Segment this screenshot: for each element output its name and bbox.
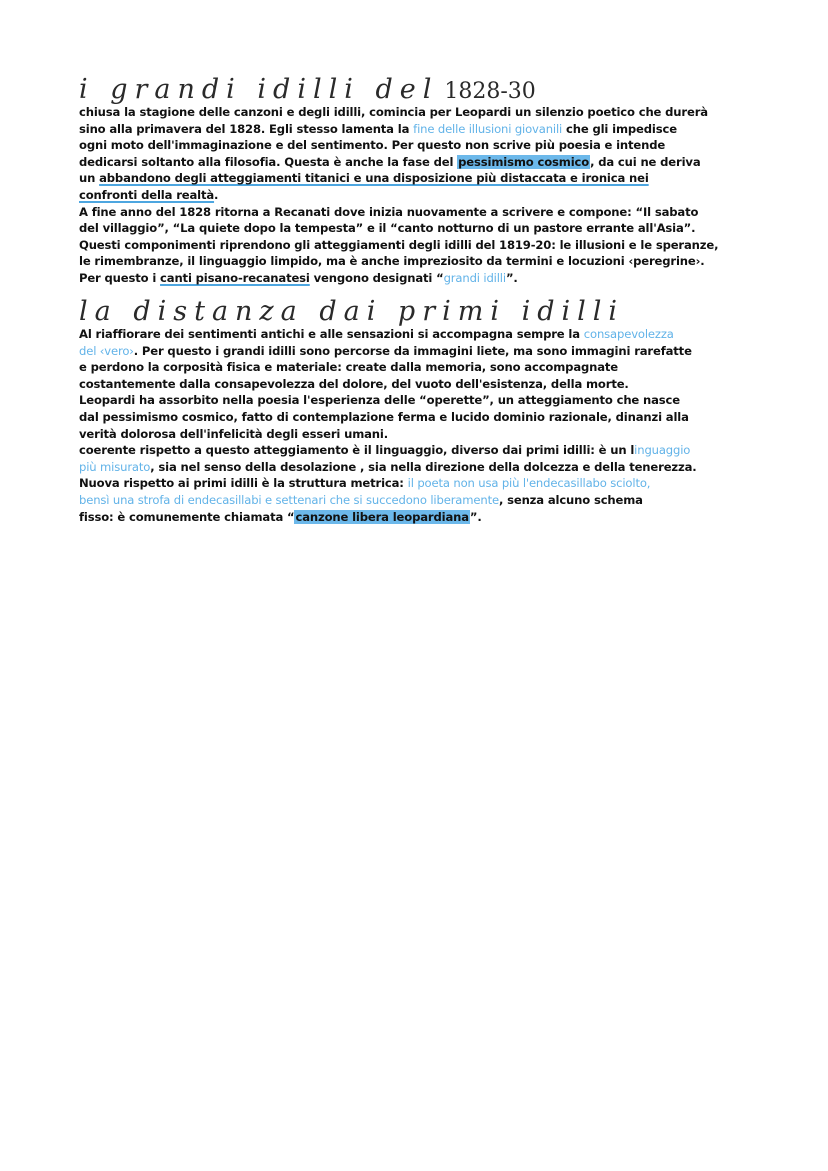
- blue-emphasis-text: consapevolezza: [583, 327, 674, 341]
- text-run: le rimembranze, il linguaggio limpido, ma è anche impreziosito da termini e locuzioni ‹peregrine›.: [79, 254, 705, 269]
- blue-emphasis-text: grandi idilli: [443, 270, 506, 285]
- text-run: costantemente dalla consapevolezza del dolore, del vuoto dell'esistenza, della morte.: [79, 376, 629, 391]
- paragraph: [79, 104, 759, 287]
- highlighted-text: canzone libera leopardiana: [295, 509, 469, 524]
- text-line: [79, 137, 759, 154]
- text-line: [79, 459, 759, 476]
- text-line: [79, 509, 759, 526]
- text-run: , da cui ne deriva: [590, 154, 701, 169]
- text-run: ogni moto dell'immaginazione e del sentimento. Per questo non scrive più poesia e intende: [79, 138, 666, 153]
- text-line: [79, 475, 759, 492]
- text-line: [79, 121, 759, 138]
- text-line: [79, 237, 759, 254]
- blue-emphasis-text: il poeta non usa più l'endecasillabo sciolto,: [407, 476, 651, 491]
- text-line: [79, 392, 759, 409]
- text-run: ”.: [505, 270, 518, 285]
- text-line: [79, 343, 759, 360]
- section-heading: la distanza dai primi idilli: [79, 296, 625, 327]
- underlined-text: canti pisano-recanatesi: [160, 270, 310, 285]
- text-run: Nuova rispetto ai primi idilli è la struttura metrica:: [79, 476, 408, 491]
- text-run: dedicarsi soltanto alla filosofia. Questa è anche la fase del: [79, 154, 458, 169]
- section-grandi-idilli: [79, 76, 759, 287]
- text-run: A fine anno del 1828 ritorna a Recanati dove inizia nuovamente a scrivere e compone: “Il sabato: [79, 204, 699, 219]
- text-line: [79, 170, 759, 187]
- text-run: fisso: è comunemente chiamata “: [79, 509, 295, 524]
- text-run: Leopardi ha assorbito nella poesia l'esperienza delle “operette”, un atteggiamento che nasce: [79, 393, 680, 408]
- text-run: .: [214, 187, 219, 202]
- text-run: , sia nel senso della desolazione , sia nella direzione della dolcezza e della tenerezza.: [150, 459, 697, 474]
- text-line: [79, 376, 759, 393]
- text-run: sino alla primavera del 1828. Egli stesso lamenta la: [79, 121, 414, 136]
- text-run: chiusa la stagione delle canzoni e degli idilli, comincia per Leopardi un silenzio poetico che durerà: [79, 105, 708, 119]
- text-run: coerente rispetto a questo atteggiamento è il linguaggio, diverso dai primi idilli: è un l: [79, 443, 635, 458]
- text-run: e perdono la corposità fisica e materiale: create dalla memoria, sono accompagnate: [79, 360, 619, 375]
- blue-emphasis-text: del ‹vero›: [79, 343, 134, 358]
- text-run: Questi componimenti riprendono gli atteggiamenti degli idilli del 1819-20: le illusioni e le speranze,: [79, 237, 719, 252]
- text-run: , senza alcuno schema: [498, 492, 643, 507]
- text-run: dal pessimismo cosmico, fatto di contemplazione ferma e lucido dominio razionale, dinanzi alla: [79, 409, 689, 424]
- text-line: [79, 104, 759, 121]
- text-line: [79, 326, 759, 343]
- text-line: [79, 204, 759, 221]
- section-distanza-primi-idilli: [79, 298, 759, 525]
- text-run: . Per questo i grandi idilli sono percorse da immagini liete, ma sono immagini rarefatte: [133, 343, 692, 358]
- text-run: Al riaffiorare dei sentimenti antichi e alle sensazioni si accompagna sempre la: [79, 327, 584, 341]
- text-run: verità dolorosa dell'infelicità degli esseri umani.: [79, 426, 388, 441]
- blue-emphasis-text: inguaggio: [634, 443, 691, 458]
- text-run: del villaggio”, “La quiete dopo la tempesta” e il “canto notturno di un pastore errante all'Asia”.: [79, 221, 696, 236]
- text-line: [79, 220, 759, 237]
- highlighted-text: pessimismo cosmico: [458, 154, 590, 169]
- text-run: vengono designati “: [309, 270, 444, 285]
- text-line: [79, 409, 759, 426]
- underlined-text: abbandono degli atteggiamenti titanici e una disposizione più distaccata e ironica nei: [99, 171, 649, 186]
- text-line: [79, 442, 759, 459]
- heading-year: 1828-30: [444, 79, 536, 104]
- text-run: ”.: [469, 509, 482, 524]
- blue-emphasis-text: fine delle illusioni giovanili: [413, 121, 563, 136]
- text-line: [79, 154, 759, 171]
- underlined-text: confronti della realtà: [79, 187, 215, 202]
- text-run: Per questo i: [79, 270, 161, 285]
- text-line: [79, 253, 759, 270]
- blue-emphasis-text: bensì una strofa di endecasillabi e settenari che si succedono liberamente: [79, 492, 499, 507]
- text-line: [79, 187, 759, 204]
- section-heading: [79, 76, 759, 104]
- text-line: [79, 492, 759, 509]
- paragraph: [79, 326, 759, 525]
- blue-emphasis-text: più misurato: [79, 459, 151, 474]
- text-line: [79, 270, 759, 287]
- text-line: [79, 426, 759, 443]
- text-run: un: [79, 171, 100, 186]
- heading-text: i grandi idilli del: [79, 74, 439, 105]
- text-line: [79, 359, 759, 376]
- text-run: che gli impedisce: [562, 121, 677, 136]
